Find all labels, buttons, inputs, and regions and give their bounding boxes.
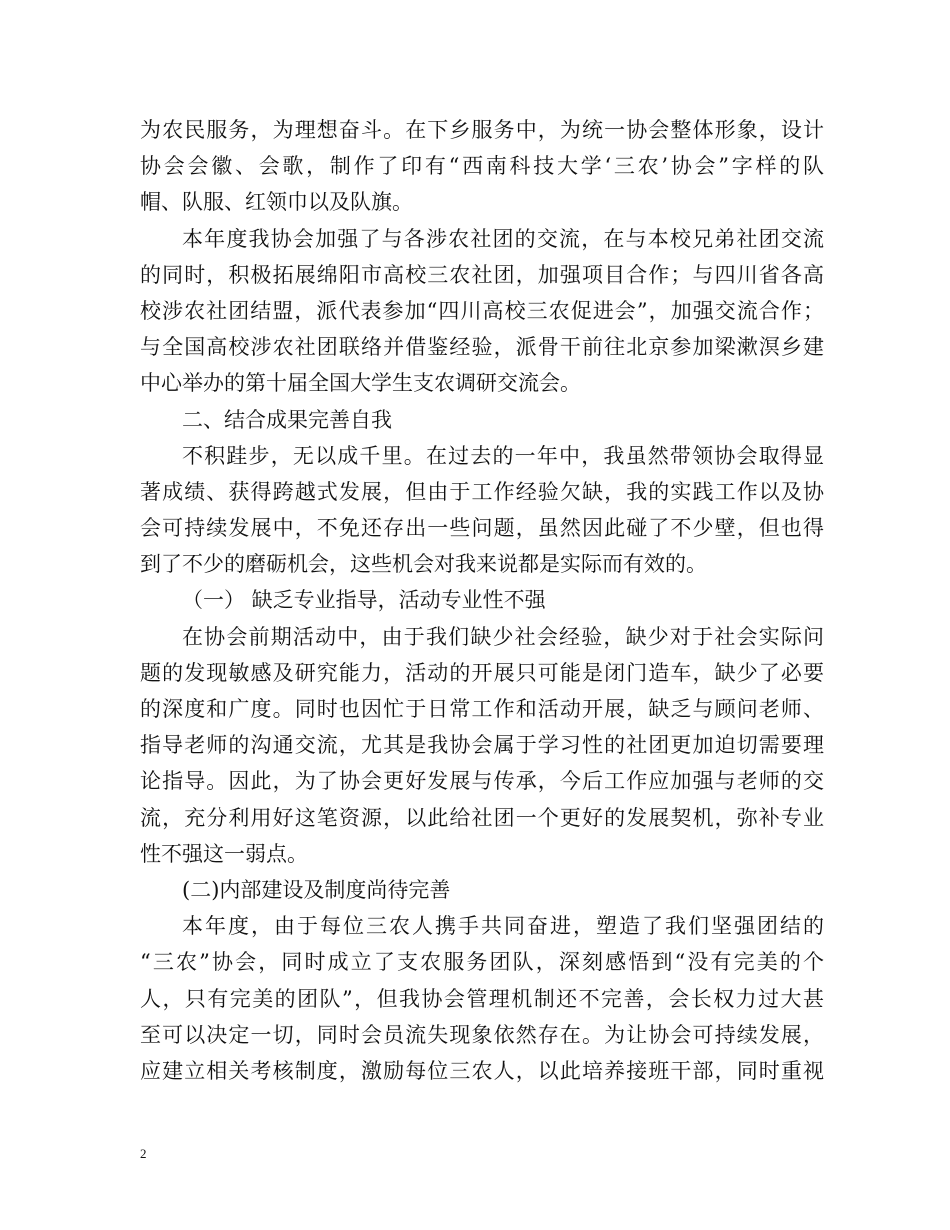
text-line: 指导老师的沟通交流，尤其是我协会属于学习性的社团更加迫切需要理: [140, 733, 824, 758]
text-line: 的深度和广度。同时也因忙于日常工作和活动开展，缺乏与顾问老师、: [140, 697, 824, 721]
text-line: 会可持续发展中，不免还存出一些问题，虽然因此碰了不少壁，但也得: [140, 516, 824, 541]
text-line: 人，只有完美的团队”，但我协会管理机制还不完善，会长权力过大甚: [140, 986, 824, 1011]
paragraph-first-line: 在协会前期活动中，由于我们缺少社会经验，缺少对于社会实际问: [182, 624, 824, 649]
text-line: 性不强这一弱点。: [140, 841, 308, 866]
paragraph-first-line: 不积跬步，无以成千里。在过去的一年中，我虽然带领协会取得显: [182, 443, 824, 468]
text-line: 帽、队服、红领巾以及队旗。: [140, 190, 413, 215]
text-line: 的同时，积极拓展绵阳市高校三农社团，加强项目合作；与四川省各高: [140, 262, 824, 287]
page-number: 2: [140, 1146, 147, 1161]
text-line: 为农民服务，为理想奋斗。在下乡服务中，为统一协会整体形象，设计: [140, 118, 824, 142]
document-body: [140, 112, 824, 1089]
text-line: 中心举办的第十届全国大学生支农调研交流会。: [140, 371, 581, 396]
text-line: 至可以决定一切，同时会员流失现象依然存在。为让协会可持续发展，: [140, 1022, 824, 1047]
text-line: 与全国高校涉农社团联络并借鉴经验，派骨干前往北京参加梁漱溟乡建: [140, 335, 824, 360]
paragraph-first-line: 本年度我协会加强了与各涉农社团的交流，在与本校兄弟社团交流: [182, 226, 824, 251]
paragraph-first-line: （一） 缺乏专业指导，活动专业性不强: [182, 588, 546, 613]
text-line: 协会会徽、会歌，制作了印有“西南科技大学‘三农’协会”字样的队: [140, 154, 824, 179]
text-line: 到了不少的磨砺机会，这些机会对我来说都是实际而有效的。: [140, 552, 707, 577]
paragraph-first-line: 二、结合成果完善自我: [182, 407, 392, 432]
paragraph-first-line: (二)内部建设及制度尚待完善: [182, 877, 451, 902]
text-line: 论指导。因此，为了协会更好发展与传承，今后工作应加强与老师的交: [140, 769, 824, 794]
text-line: 流，充分利用好这笔资源，以此给社团一个更好的发展契机，弥补专业: [140, 805, 824, 830]
text-line: 校涉农社团结盟，派代表参加“四川高校三农促进会”，加强交流合作；: [140, 298, 824, 323]
text-line: 题的发现敏感及研究能力，活动的开展只可能是闭门造车，缺少了必要: [140, 660, 824, 685]
text-line: 应建立相关考核制度，激励每位三农人，以此培养接班干部，同时重视: [140, 1058, 824, 1083]
text-line: “三农”协会，同时成立了支农服务团队，深刻感悟到“没有完美的个: [140, 950, 824, 975]
text-line: 著成绩、获得跨越式发展，但由于工作经验欠缺，我的实践工作以及协: [140, 479, 824, 504]
paragraph-first-line: 本年度，由于每位三农人携手共同奋进，塑造了我们坚强团结的: [182, 914, 824, 939]
